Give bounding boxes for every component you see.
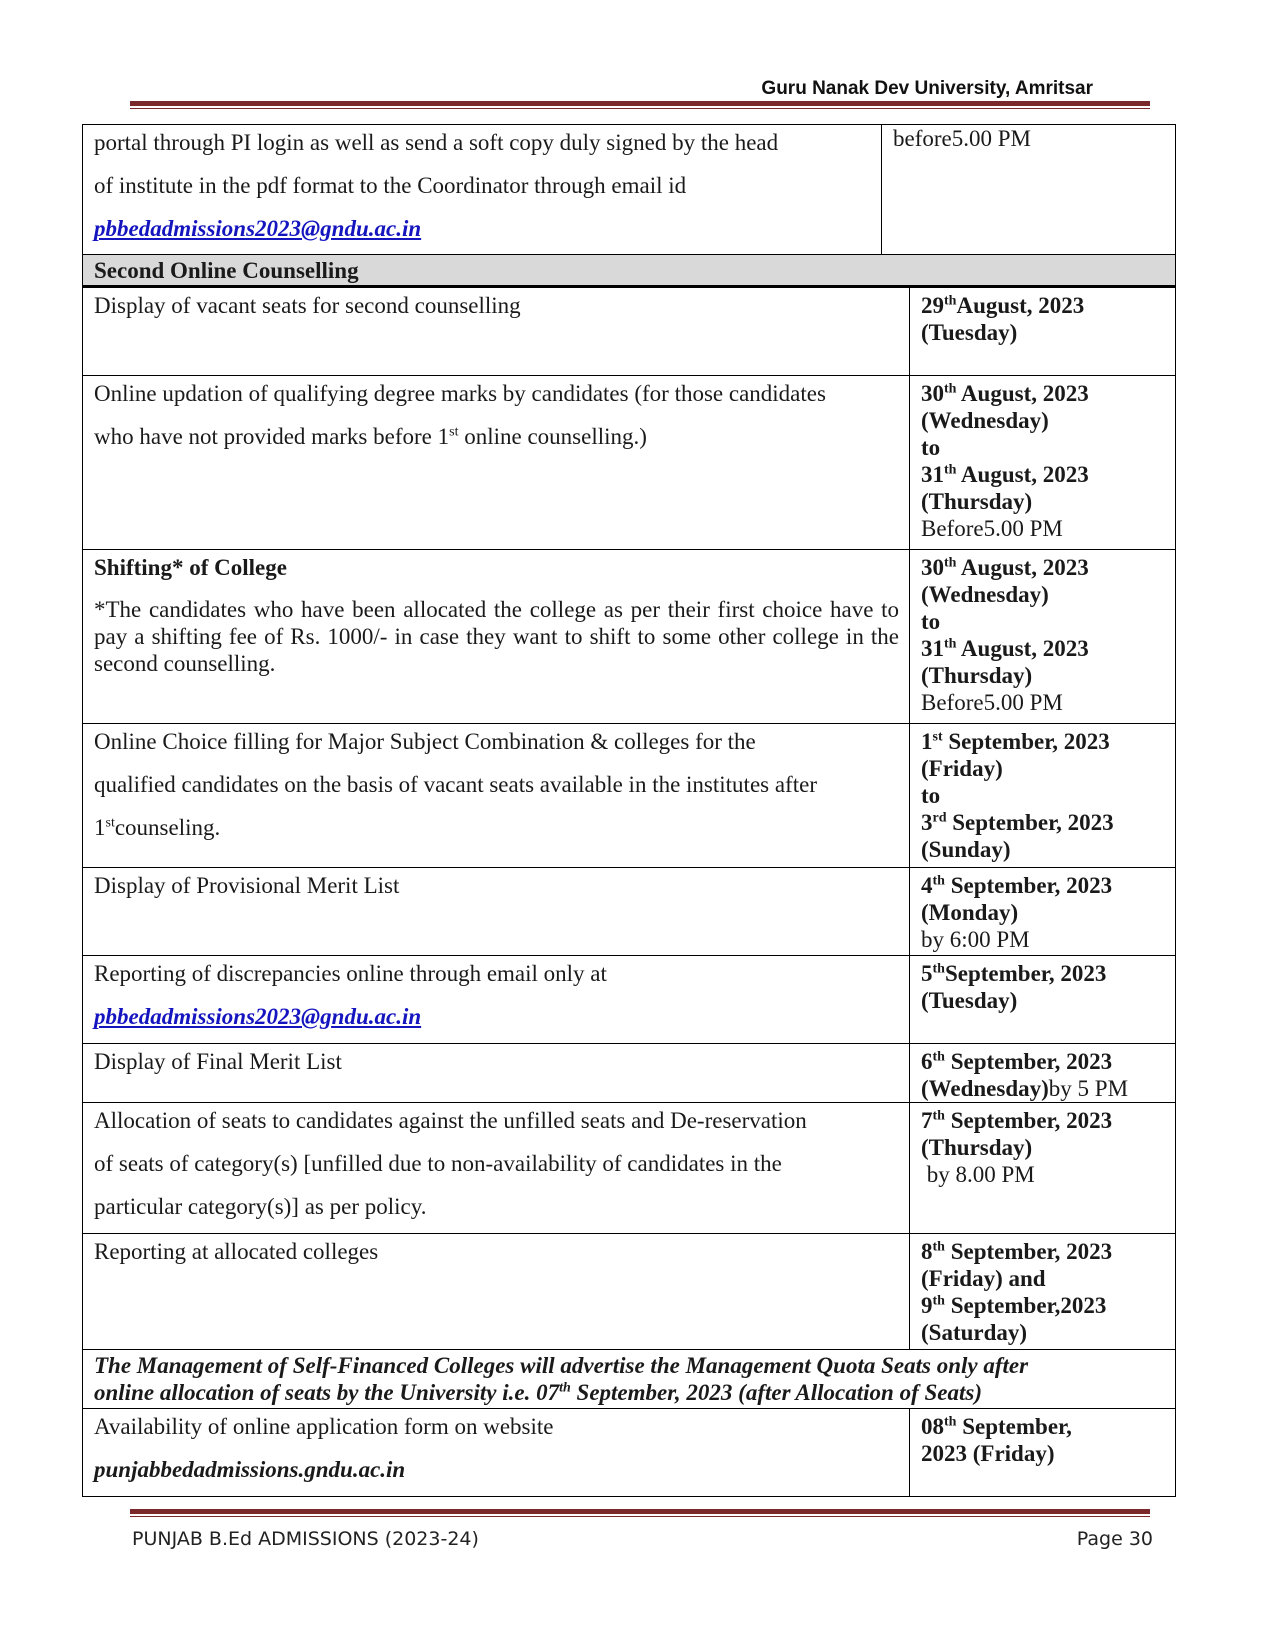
row-description-line: Availability of online application form on website (94, 1414, 554, 1439)
table-row (82, 1233, 910, 1350)
row-description: Display of Final Merit List (94, 1049, 342, 1074)
note-line: The Management of Self-Financed Colleges will advertise the Management Quota Seats only after (94, 1353, 1029, 1378)
page-number: Page 30 (1076, 1528, 1153, 1550)
row-description-line: Allocation of seats to candidates against the unfilled seats and De-reservation (94, 1108, 807, 1133)
deadline-text: before5.00 PM (893, 126, 1031, 151)
row-description-line: Reporting of discrepancies online through email only at (94, 961, 607, 986)
header-university-name: Guru Nanak Dev University, Amritsar (761, 78, 1093, 99)
row-description-line: who have not provided marks before 1st online counselling.) (94, 424, 647, 449)
row-title: Shifting* of College (94, 555, 287, 580)
table-row (82, 867, 910, 956)
continuation-line-1: portal through PI login as well as send a soft copy duly signed by the head (94, 130, 779, 155)
header-rule (130, 101, 1150, 109)
table-row-date: 08th September, 2023 (Friday) (909, 1408, 1176, 1497)
note-line: online allocation of seats by the University i.e. 07th September, 2023 (after Allocation of Seats) (94, 1380, 982, 1405)
section-heading (82, 254, 1176, 288)
table-row (82, 955, 910, 1044)
management-quota-note (82, 1349, 1176, 1409)
row-description: Display of Provisional Merit List (94, 873, 400, 898)
row-note: *The candidates who have been allocated the college as per their first choice have to pay a shifting fee of Rs. 1000/- in case they want to shift to some other college in the second counselling. (94, 597, 899, 676)
row-description: Display of vacant seats for second counselling (94, 293, 521, 318)
table-row-date: 30th August, 2023 (Wednesday) to 31th August, 2023 (Thursday) Before5.00 PM (909, 549, 1176, 724)
table-row-date: 1st September, 2023 (Friday) to 3rd September, 2023 (Sunday) (909, 723, 1176, 868)
table-row-date: 8th September, 2023 (Friday) and 9th September,2023 (Saturday) (909, 1233, 1176, 1350)
row-description-line: qualified candidates on the basis of vacant seats available in the institutes after (94, 772, 817, 797)
table-row (82, 723, 910, 868)
table-row-continuation-desc (82, 124, 882, 255)
row-description-line: of seats of category(s) [unfilled due to non-availability of candidates in the (94, 1151, 782, 1176)
table-row (82, 1408, 910, 1497)
continuation-line-2: of institute in the pdf format to the Coordinator through email id (94, 173, 687, 198)
table-row-date: 6th September, 2023 (Wednesday)by 5 PM (909, 1043, 1176, 1103)
footer-title: PUNJAB B.Ed ADMISSIONS (2023-24) (132, 1528, 479, 1550)
row-description: Reporting at allocated colleges (94, 1239, 379, 1264)
row-description-line: 1stcounseling. (94, 815, 221, 840)
email-link[interactable]: pbbedadmissions2023@gndu.ac.in (94, 1004, 422, 1029)
table-row (82, 287, 910, 376)
row-description-line: particular category(s)] as per policy. (94, 1194, 427, 1219)
row-description-line: Online Choice filling for Major Subject Combination & colleges for the (94, 729, 756, 754)
table-row-date: 4th September, 2023 (Monday) by 6:00 PM (909, 867, 1176, 956)
table-row (82, 375, 910, 550)
row-description-line: Online updation of qualifying degree marks by candidates (for those candidates (94, 381, 826, 406)
table-row-date: 7th September, 2023 (Thursday) by 8.00 PM (909, 1102, 1176, 1234)
section-title: Second Online Counselling (94, 258, 359, 283)
table-row-date: 29thAugust, 2023 (Tuesday) (909, 287, 1176, 376)
footer-rule (130, 1509, 1150, 1517)
table-row-date: 5thSeptember, 2023 (Tuesday) (909, 955, 1176, 1044)
table-row (82, 549, 910, 724)
website-text: punjabbedadmissions.gndu.ac.in (94, 1457, 406, 1482)
email-link[interactable]: pbbedadmissions2023@gndu.ac.in (94, 216, 422, 241)
table-row (82, 1043, 910, 1103)
table-row-date: 30th August, 2023 (Wednesday) to 31th August, 2023 (Thursday) Before5.00 PM (909, 375, 1176, 550)
table-row (82, 1102, 910, 1234)
table-row-continuation-date (881, 124, 1176, 255)
